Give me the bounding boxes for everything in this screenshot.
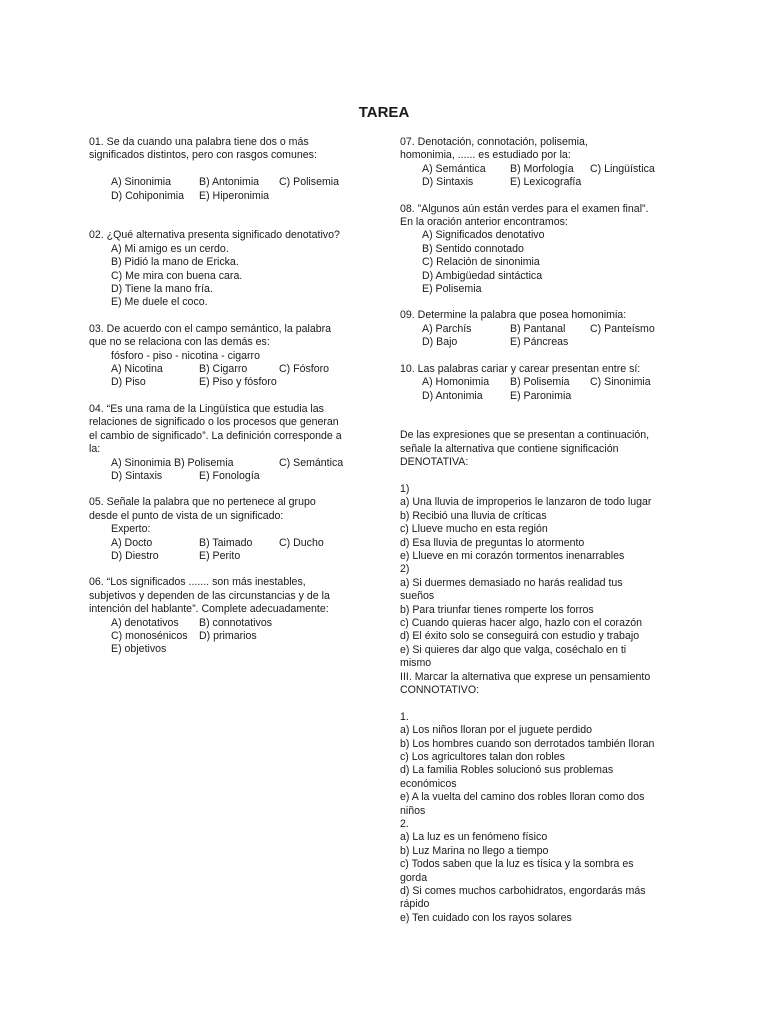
alternative: d) Esa lluvia de preguntas lo atormento bbox=[400, 536, 585, 549]
option-c: C) Semántica bbox=[279, 456, 344, 469]
group-number: 1) bbox=[400, 482, 410, 495]
alternative: a) Los niños lloran por el juguete perdido bbox=[400, 724, 592, 737]
section-intro: CONNOTATIVO: bbox=[400, 684, 480, 696]
option-d: D) Bajo bbox=[422, 336, 458, 349]
left-column bbox=[89, 136, 369, 670]
option-e: E) Piso y fósforo bbox=[199, 376, 277, 389]
question-stem: 02. ¿Qué alternativa presenta significado denotativo? bbox=[89, 229, 340, 242]
option-d: D) primarios bbox=[199, 629, 257, 642]
question-stem: 10. Las palabras cariar y carear presentan entre sí: bbox=[400, 362, 641, 375]
option-e: E) Hiperonimia bbox=[199, 189, 270, 202]
group-number: 2. bbox=[400, 818, 409, 831]
question-stem: relaciones de significado o los procesos que generan bbox=[89, 416, 339, 429]
option-d: D) Diestro bbox=[111, 549, 159, 562]
option-a: A) Significados denotativo bbox=[422, 229, 545, 242]
question-stem: 06. “Los significados ....... son más inestables, bbox=[89, 576, 306, 589]
alternative: económicos bbox=[400, 777, 457, 790]
question-stem: 08. ”Algunos aún están verdes para el examen final”. bbox=[400, 202, 649, 215]
option-e: E) Fonología bbox=[199, 469, 260, 482]
question-stem: 07. Denotación, connotación, polisemia, bbox=[400, 136, 588, 148]
alternative: gorda bbox=[400, 871, 428, 884]
question-10 bbox=[400, 363, 696, 403]
alternative: b) Recibió una lluvia de críticas bbox=[400, 509, 547, 522]
question-03 bbox=[89, 323, 369, 390]
option-b: B) Cigarro bbox=[199, 363, 248, 376]
option-c: C) Panteísmo bbox=[590, 322, 655, 335]
alternative: rápido bbox=[400, 898, 430, 911]
option-a: A) Parchís bbox=[422, 322, 472, 335]
option-b: B) Pantanal bbox=[510, 322, 566, 335]
option-d: D) Cohiponimia bbox=[111, 189, 185, 202]
alternative: d) Si comes muchos carbohidratos, engordarás más bbox=[400, 885, 646, 898]
option-a: A) Nicotina bbox=[111, 363, 163, 376]
alternative: b) Luz Marina no llego a tiempo bbox=[400, 844, 549, 857]
option-d: D) Sintaxis bbox=[422, 176, 474, 189]
question-stem: En la oración anterior encontramos: bbox=[400, 216, 568, 229]
option-e: E) Paronimia bbox=[510, 389, 572, 402]
question-stem: desde el punto de vista de un significado: bbox=[89, 509, 284, 522]
option-c: C) Polisemia bbox=[279, 176, 340, 189]
option-a-b: A) Sinonimia B) Polisemia bbox=[111, 456, 234, 469]
option-d: D) Antonimia bbox=[422, 389, 483, 402]
option-a: A) Homonimia bbox=[422, 376, 490, 389]
alternative: sueños bbox=[400, 590, 435, 603]
option-c: C) Ducho bbox=[279, 536, 324, 549]
option-d: D) Tiene la mano fría. bbox=[111, 283, 213, 296]
word-list: fósforo - piso - nicotina - cigarro bbox=[111, 349, 260, 362]
question-stem: que no se relaciona con las demás es: bbox=[89, 336, 270, 349]
alternative: a) Si duermes demasiado no harás realidad tus bbox=[400, 576, 623, 589]
section-denotativa bbox=[400, 429, 696, 670]
right-column bbox=[400, 136, 696, 925]
question-stem: homonimia, ...... es estudiado por la: bbox=[400, 149, 571, 162]
question-stem: significados distintos, pero con rasgos comunes: bbox=[89, 149, 317, 162]
option-e: E) Páncreas bbox=[510, 336, 569, 349]
option-e: E) objetivos bbox=[111, 643, 167, 656]
question-08 bbox=[400, 203, 696, 297]
section-intro: DENOTATIVA: bbox=[400, 456, 469, 469]
option-a: A) denotativos bbox=[111, 616, 179, 629]
alternative: a) Una lluvia de improperios le lanzaron de todo lugar bbox=[400, 496, 652, 509]
question-stem: 05. Señale la palabra que no pertenece al grupo bbox=[89, 496, 316, 509]
option-a: A) Docto bbox=[111, 536, 153, 549]
option-b: B) Pidió la mano de Ericka. bbox=[111, 256, 239, 269]
section-intro: III. Marcar la alternativa que exprese un pensamiento bbox=[400, 670, 651, 683]
option-d: D) Piso bbox=[111, 376, 146, 389]
option-a: A) Mi amigo es un cerdo. bbox=[111, 242, 229, 255]
option-b: B) Antonimia bbox=[199, 176, 260, 189]
question-stem: 01. Se da cuando una palabra tiene dos o más bbox=[89, 136, 309, 148]
option-e: E) Lexicografía bbox=[510, 176, 582, 189]
group-number: 1. bbox=[400, 710, 409, 723]
alternative: c) Llueve mucho en esta región bbox=[400, 523, 548, 536]
section-intro: De las expresiones que se presentan a continuación, bbox=[400, 429, 650, 442]
alternative: e) A la vuelta del camino dos robles lloran como dos bbox=[400, 791, 645, 804]
alternative: niños bbox=[400, 804, 426, 817]
option-a: A) Semántica bbox=[422, 162, 486, 175]
question-05 bbox=[89, 496, 369, 563]
alternative: c) Los agricultores talan don robles bbox=[400, 751, 565, 764]
question-stem: el cambio de significado”. La definición corresponde a bbox=[89, 429, 342, 442]
question-stem: 09. Determine la palabra que posea homonimia: bbox=[400, 309, 627, 322]
option-b: B) Polisemia bbox=[510, 376, 570, 389]
section-connotativo bbox=[400, 671, 696, 926]
option-c: C) Sinonimia bbox=[590, 376, 651, 389]
option-b: B) Morfología bbox=[510, 162, 574, 175]
option-e: E) Me duele el coco. bbox=[111, 296, 208, 309]
option-d: D) Ambigüedad sintáctica bbox=[422, 269, 543, 282]
option-e: E) Polisemia bbox=[422, 283, 482, 296]
question-stem: subjetivos y dependen de las circunstancias y de la bbox=[89, 589, 330, 602]
option-c: C) Relación de sinonimia bbox=[422, 256, 540, 269]
target-word: Experto: bbox=[111, 523, 151, 536]
question-09 bbox=[400, 309, 696, 349]
alternative: b) Los hombres cuando son derrotados también lloran bbox=[400, 737, 655, 750]
option-b: B) Sentido connotado bbox=[422, 242, 524, 255]
question-07 bbox=[400, 136, 696, 190]
alternative: mismo bbox=[400, 657, 432, 670]
alternative: e) Llueve en mi corazón tormentos inenarrables bbox=[400, 549, 625, 562]
option-d: D) Sintaxis bbox=[111, 469, 163, 482]
alternative: e) Ten cuidado con los rayos solares bbox=[400, 911, 572, 924]
alternative: b) Para triunfar tienes romperte los forros bbox=[400, 603, 594, 616]
question-02 bbox=[89, 229, 369, 309]
alternative: c) Cuando quieras hacer algo, hazlo con el corazón bbox=[400, 616, 643, 629]
option-c: C) Lingüística bbox=[590, 162, 655, 175]
alternative: a) La luz es un fenómeno físico bbox=[400, 831, 548, 844]
option-e: E) Perito bbox=[199, 549, 241, 562]
alternative: e) Si quieres dar algo que valga, coséchalo en ti bbox=[400, 643, 627, 656]
page-title: TAREA bbox=[358, 104, 410, 121]
question-04 bbox=[89, 403, 369, 483]
option-c: C) monosénicos bbox=[111, 629, 188, 642]
question-stem: la: bbox=[89, 443, 101, 456]
question-01 bbox=[89, 136, 369, 203]
option-c: C) Me mira con buena cara. bbox=[111, 269, 243, 282]
group-number: 2) bbox=[400, 563, 410, 576]
alternative: d) El éxito solo se conseguirá con estudio y trabajo bbox=[400, 630, 640, 643]
alternative: c) Todos saben que la luz es tísica y la sombra es bbox=[400, 858, 634, 871]
alternative: d) La familia Robles solucionó sus problemas bbox=[400, 764, 614, 777]
question-06 bbox=[89, 576, 369, 656]
section-intro: señale la alternativa que contiene significación bbox=[400, 442, 619, 455]
option-b: B) Taimado bbox=[199, 536, 253, 549]
option-c: C) Fósforo bbox=[279, 363, 330, 376]
option-b: B) connotativos bbox=[199, 616, 273, 629]
question-stem: 04. “Es una rama de la Lingüística que estudia las bbox=[89, 402, 324, 415]
question-stem: intención del hablante”. Complete adecuadamente: bbox=[89, 603, 329, 616]
question-stem: 03. De acuerdo con el campo semántico, la palabra bbox=[89, 322, 332, 335]
option-a: A) Sinonimia bbox=[111, 176, 172, 189]
